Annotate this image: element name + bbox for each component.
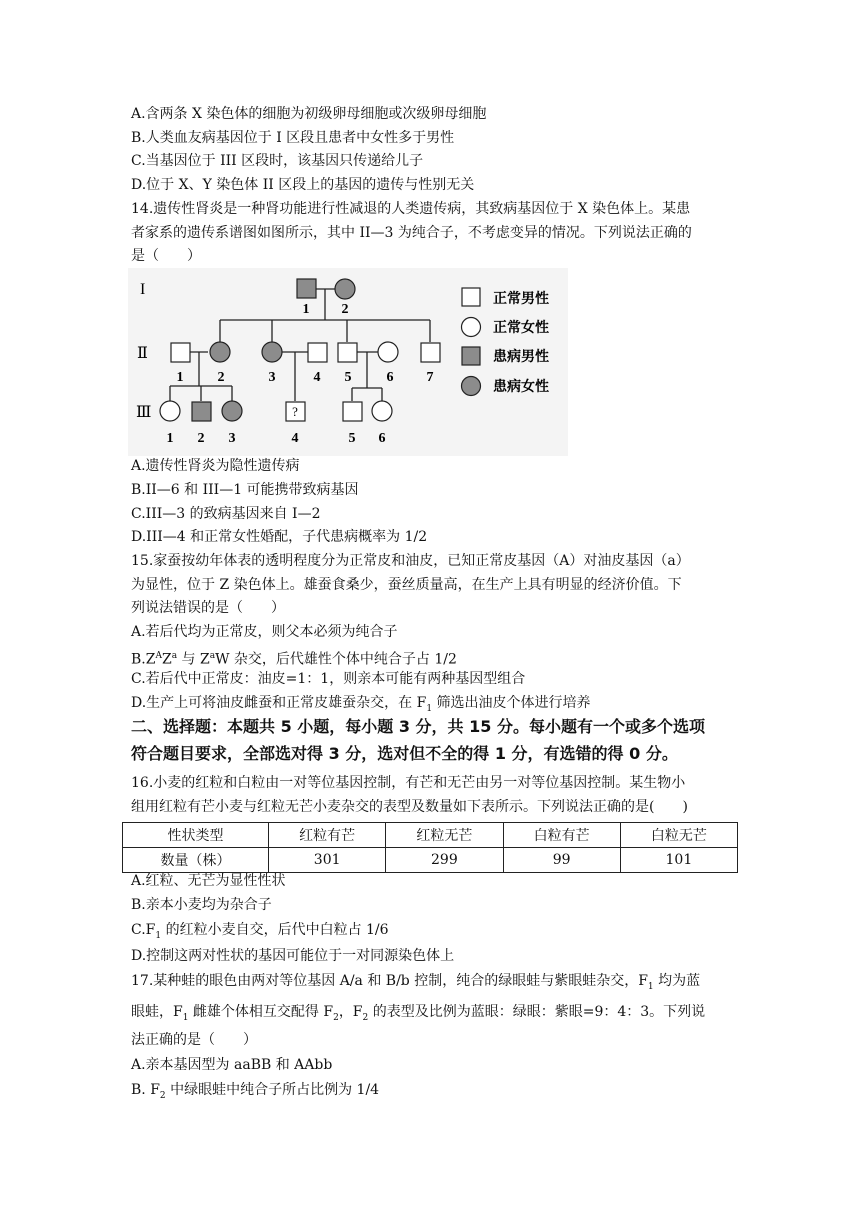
table-header-cell: 性状类型 xyxy=(123,823,269,848)
pedigree-number: 7 xyxy=(426,370,434,385)
q15-option-b: $B.Z^AZ^a$ 与 $Z^aW$ 杂交，后代雄性个体中纯合子占 1/2 xyxy=(131,651,457,668)
q17-option-a: A.亲本基因型为 aaBB 和 AAbb xyxy=(131,1057,333,1073)
pedigree-number: 5 xyxy=(348,431,356,446)
pedigree-iii3-affected-female xyxy=(222,401,242,421)
q14-option-b: B.II—6 和 III—1 可能携带致病基因 xyxy=(131,482,359,498)
section2-heading-line2: 符合题目要求，全部选对得 3 分，选对但不全的得 1 分，有选错的得 0 分。 xyxy=(131,744,678,763)
q15-stem-line3: 列说法错误的是（ ） xyxy=(131,600,285,616)
pedigree-i1-affected-male xyxy=(297,279,316,298)
q14-stem-line2: 者家系的遗传系谱图如图所示，其中 II—3 为纯合子，不考虑变异的情况。下列说法正确的 xyxy=(131,225,692,241)
section2-heading-line1: 二、选择题：本题共 5 小题，每小题 3 分，共 15 分。每小题有一个或多个选项 xyxy=(131,717,705,736)
legend-label: 患病女性 xyxy=(493,380,549,395)
legend-label: 正常男性 xyxy=(493,292,549,307)
q16-stem-line2: 组用红粒有芒小麦与红粒无芒小麦杂交的表型及数量如下表所示。下列说法正确的是( ) xyxy=(131,799,688,815)
legend-normal-male-icon xyxy=(462,288,480,306)
q17-stem-line1: 17.某种蛙的眼色由两对等位基因 A/a 和 B/b 控制，纯合的绿眼蛙与紫眼蛙杂交，$F_1$ 均为蓝 xyxy=(131,973,701,992)
q13-option-a: A.含两条 X 染色体的细胞为初级卵母细胞或次级卵母细胞 xyxy=(131,106,487,122)
q17-stem-line3: 法正确的是（ ） xyxy=(131,1032,257,1048)
q16-option-d: D.控制这两对性状的基因可能位于一对同源染色体上 xyxy=(131,948,455,964)
q14-option-d: D.III—4 和正常女性婚配，子代患病概率为 1/2 xyxy=(131,529,428,545)
q14-option-c: C.III—3 的致病基因来自 I—2 xyxy=(131,506,321,522)
legend-affected-female-icon xyxy=(462,377,481,396)
legend-label: 患病男性 xyxy=(493,350,549,365)
pedigree-number: 4 xyxy=(313,370,321,385)
table-cell: 101 xyxy=(620,848,737,873)
q15-stem-line1: 15.家蚕按幼年体表的透明程度分为正常皮和油皮，已知正常皮基因（A）对油皮基因（a） xyxy=(131,553,690,569)
pedigree-number: 4 xyxy=(291,431,299,446)
pedigree-number: 3 xyxy=(228,431,236,446)
pedigree-number: 5 xyxy=(344,370,352,385)
table-header-row xyxy=(123,823,738,848)
table-cell: 数量（株） xyxy=(123,848,269,873)
pedigree-ii1-normal-male xyxy=(171,343,190,362)
pedigree-ii5-normal-male xyxy=(338,343,357,362)
pedigree-iii2-affected-male xyxy=(192,402,211,421)
q13-option-b: B.人类血友病基因位于 I 区段且患者中女性多于男性 xyxy=(131,130,455,146)
table-cell: 99 xyxy=(503,848,620,873)
pedigree-number: 3 xyxy=(268,370,276,385)
q15-option-a: A.若后代均为正常皮，则父本必须为纯合子 xyxy=(131,624,398,640)
pedigree-number: 1 xyxy=(166,431,174,446)
table-cell: 301 xyxy=(269,848,386,873)
pedigree-number: 6 xyxy=(386,370,394,385)
q16-option-b: B.亲本小麦均为杂合子 xyxy=(131,897,272,913)
q14-stem-line1: 14.遗传性肾炎是一种肾功能进行性减退的人类遗传病，其致病基因位于 X 染色体上。某患 xyxy=(131,201,691,217)
table-header-cell: 白粒有芒 xyxy=(503,823,620,848)
q16-option-c: $C.F_1$ 的红粒小麦自交，后代中白粒占 1/6 xyxy=(131,922,389,941)
legend-normal-female-icon xyxy=(462,318,481,337)
pedigree-gen-label: Ⅲ xyxy=(136,404,152,421)
q15-stem-line2: 为显性，位于 Z 染色体上。雄蚕食桑少，蚕丝质量高，在生产上具有明显的经济价值。下 xyxy=(131,577,682,593)
pedigree-iii1-normal-female xyxy=(160,401,180,421)
q17-stem-line2: 眼蛙，$F_1$ 雌雄个体相互交配得 $F_2$，$F_2$ 的表型及比例为蓝眼：绿眼：紫眼=9：4：3。下列说 xyxy=(131,1004,706,1023)
pedigree-unknown-mark: ? xyxy=(292,404,298,419)
pedigree-number: 6 xyxy=(378,431,386,446)
q14-option-a: A.遗传性肾炎为隐性遗传病 xyxy=(131,458,300,474)
pedigree-number: 2 xyxy=(197,431,205,446)
q15-option-c: C.若后代中正常皮：油皮=1：1，则亲本可能有两种基因型组合 xyxy=(131,671,526,687)
pedigree-number: 1 xyxy=(176,370,184,385)
pedigree-i2-affected-female xyxy=(335,279,355,299)
pedigree-ii6-normal-female xyxy=(378,342,398,362)
q15-option-d: D.生产上可将油皮雌蚕和正常皮雄蚕杂交，在 $F_1$ 筛选出油皮个体进行培养 xyxy=(131,695,591,714)
pedigree-ii3-affected-female xyxy=(262,342,282,362)
pedigree-figure xyxy=(128,268,568,456)
q16-trait-table xyxy=(122,822,738,873)
q14-stem-line3: 是（ ） xyxy=(131,248,201,264)
pedigree-svg xyxy=(128,268,568,456)
legend-label: 正常女性 xyxy=(493,321,549,336)
table-header-cell: 红粒无芒 xyxy=(386,823,503,848)
table-cell: 299 xyxy=(386,848,503,873)
table-row xyxy=(123,848,738,873)
pedigree-ii7-normal-male xyxy=(421,343,440,362)
q16-option-a: A.红粒、无芒为显性性状 xyxy=(131,873,286,889)
pedigree-gen-label: I xyxy=(140,281,146,298)
q13-option-d: D.位于 X、Y 染色体 II 区段上的基因的遗传与性别无关 xyxy=(131,177,475,193)
pedigree-number: 1 xyxy=(302,302,310,317)
pedigree-ii4-normal-male xyxy=(308,343,327,362)
pedigree-ii2-affected-female xyxy=(210,342,230,362)
pedigree-number: 2 xyxy=(341,302,349,317)
pedigree-iii6-normal-female xyxy=(372,401,392,421)
pedigree-iii5-normal-male xyxy=(343,402,362,421)
table-header-cell: 白粒无芒 xyxy=(620,823,737,848)
q13-option-c: C.当基因位于 III 区段时，该基因只传递给儿子 xyxy=(131,153,424,169)
pedigree-gen-label: Ⅱ xyxy=(137,345,148,362)
pedigree-number: 2 xyxy=(217,370,225,385)
q17-option-b: B. $F_2$ 中绿眼蛙中纯合子所占比例为 1/4 xyxy=(131,1082,380,1101)
table-header-cell: 红粒有芒 xyxy=(269,823,386,848)
legend-affected-male-icon xyxy=(462,347,480,365)
q16-stem-line1: 16.小麦的红粒和白粒由一对等位基因控制，有芒和无芒由另一对等位基因控制。某生物小 xyxy=(131,775,686,791)
